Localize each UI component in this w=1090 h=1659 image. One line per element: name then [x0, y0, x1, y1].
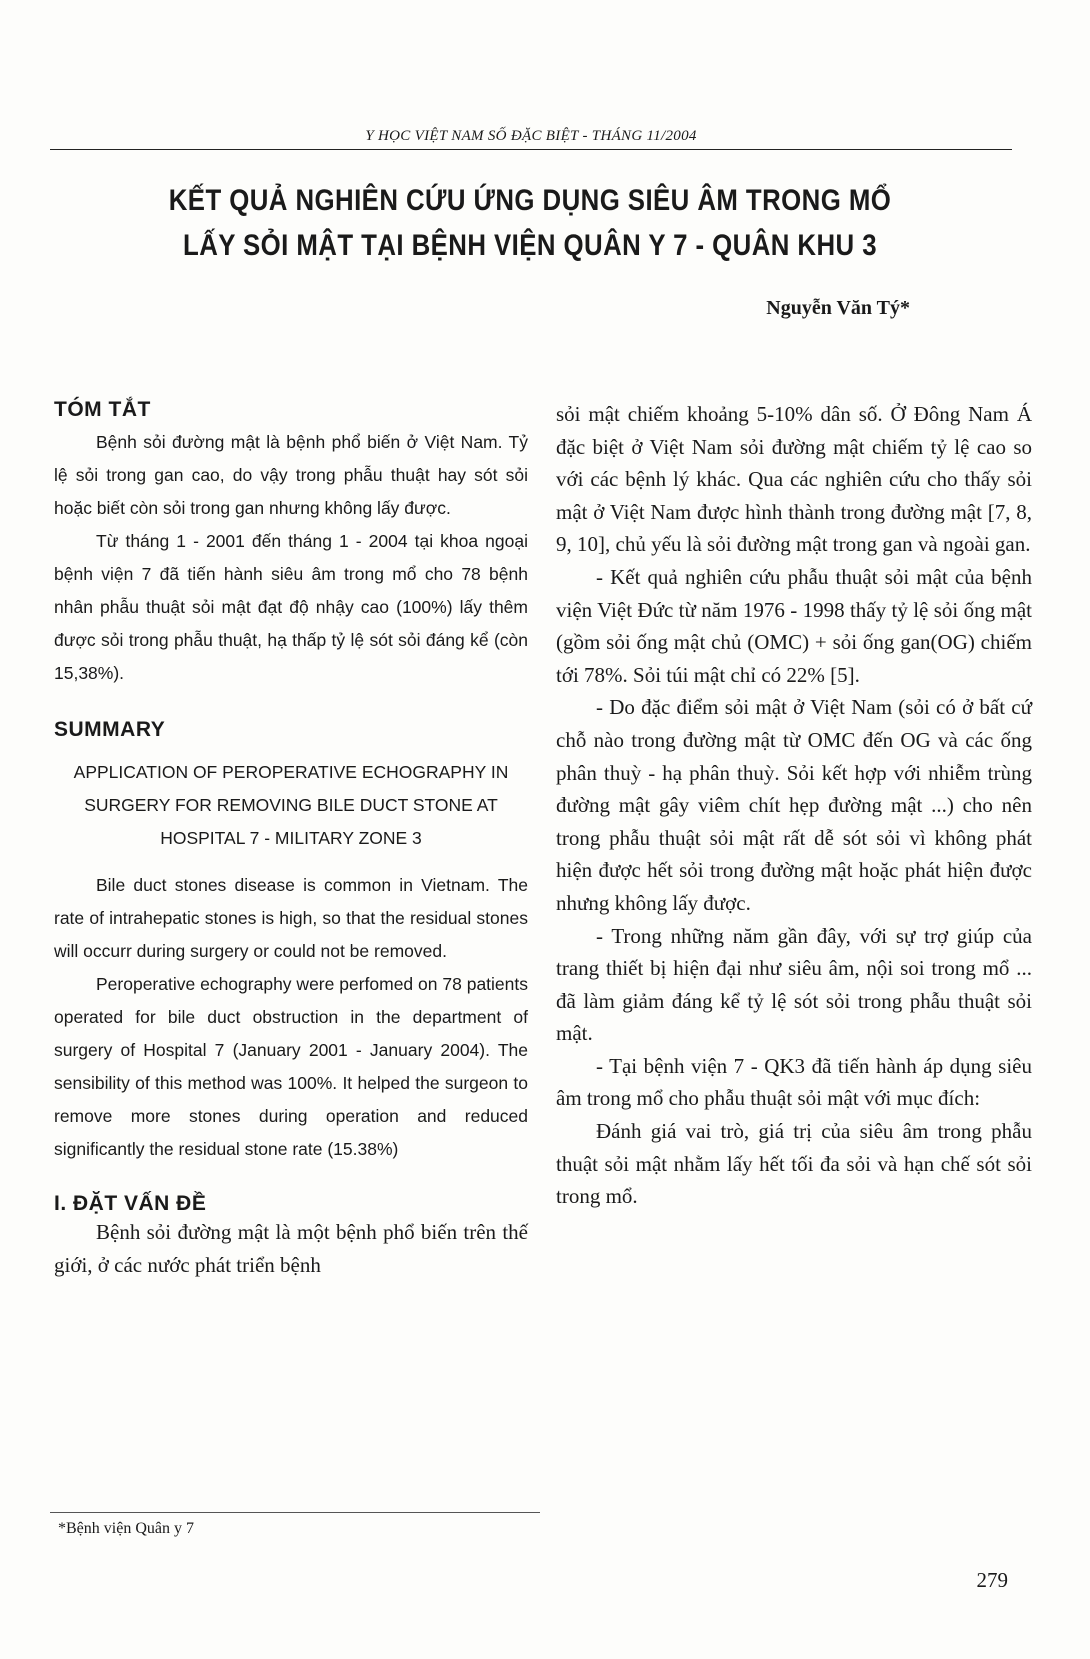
author: Nguyễn Văn Tý* [766, 297, 910, 319]
journal-header: Y HỌC VIỆT NAM SỐ ĐẶC BIỆT - THÁNG 11/2004 [50, 128, 1012, 150]
intro-paragraph-continued: sỏi mật chiếm khoảng 5-10% dân số. Ở Đông Nam Á đặc biệt ở Việt Nam sỏi đường mật chiếm tỷ lệ cao so với các bệnh lý khác. Qua các nghiên cứu cho thấy sỏi mật ở Việt Nam được hình thành trong đường mật [7, 8, 9, 10], chủ yếu là sỏi đường mật trong gan và ngoài gan. [556, 402, 1032, 557]
summary-title-line-1: APPLICATION OF PEROPERATIVE ECHOGRAPHY IN [73, 762, 509, 782]
title-line-2: LẤY SỎI MẬT TẠI BỆNH VIỆN QUÂN Y 7 - QUÂN KHU 3 [183, 229, 877, 262]
abstract-paragraph-2: Từ tháng 1 - 2001 đến tháng 1 - 2004 tại khoa ngoại bệnh viện 7 đã tiến hành siêu âm trong mổ cho 78 bệnh nhân phẫu thuật sỏi mật đạt độ nhậy cao (100%) lấy thêm được sỏi trong phẫu thuật, hạ thấp tỷ lệ sót sỏi đáng kể (còn 15,38%). [54, 531, 528, 683]
body-paragraph-objective: Đánh giá vai trò, giá trị của siêu âm trong phẫu thuật sỏi mật nhằm lấy hết tối đa sỏi và hạn chế sót sỏi trong mổ. [556, 1119, 1032, 1209]
intro-paragraph-start: Bệnh sỏi đường mật là một bệnh phổ biến trên thế giới, ở các nước phát triển bệnh [54, 1220, 528, 1277]
summary-title [54, 756, 528, 855]
body-paragraph-characteristics: - Do đặc điểm sỏi mật ở Việt Nam (sỏi có ở bất cứ chỗ nào trong đường mật từ OMC đến OG và các ống phân thuỳ - hạ phân thuỳ. Sỏi kết hợp với nhiễm trùng đường mật gây viêm chít hẹp đường mật ...) cho nên trong phẫu thuật sỏi mật rất dễ sót sỏi vì không phát hiện được hết sỏi trong đường mật hoặc phát hiện được nhưng không lấy được. [556, 695, 1032, 915]
footnote: *Bệnh viện Quân y 7 [58, 1520, 194, 1537]
summary-title-line-3: HOSPITAL 7 - MILITARY ZONE 3 [160, 828, 422, 848]
abstract-heading: TÓM TẮT [54, 398, 151, 421]
intro-heading: I. ĐẶT VẤN ĐỀ [54, 1192, 207, 1215]
abstract-paragraph-1: Bệnh sỏi đường mật là bệnh phổ biến ở Việt Nam. Tỷ lệ sỏi trong gan cao, do vậy trong phẫu thuật hay sót sỏi hoặc biết còn sỏi trong gan nhưng không lấy được. [54, 432, 528, 518]
summary-title-line-2: SURGERY FOR REMOVING BILE DUCT STONE AT [84, 795, 498, 815]
summary-heading: SUMMARY [54, 718, 166, 741]
right-column [556, 398, 1032, 1213]
article-title [126, 178, 934, 268]
body-paragraph-hospital-7: - Tại bệnh viện 7 - QK3 đã tiến hành áp dụng siêu âm trong mổ cho phẫu thuật sỏi mật với mục đích: [556, 1053, 1032, 1111]
page-number: 279 [976, 1568, 1008, 1592]
body-paragraph-recent-years: - Trong những năm gần đây, với sự trợ giúp của trang thiết bị hiện đại như siêu âm, nội soi trong mổ ... đã làm giảm đáng kể tỷ lệ sót sỏi trong phẫu thuật sỏi mật. [556, 923, 1032, 1046]
body-paragraph-viet-duc: - Kết quả nghiên cứu phẫu thuật sỏi mật của bệnh viện Việt Đức từ năm 1976 - 1998 thấy tỷ lệ sỏi ống mật (gồm sỏi ống mật chủ (OMC) + sỏi ống gan(OG) chiếm tới 78%. Sỏi túi mật chỉ có 22% [5]. [556, 564, 1032, 687]
summary-paragraph-2: Peroperative echography were perfomed on 78 patients operated for bile duct obstruction in the department of surgery of Hospital 7 (January 2001 - January 2004). The sensibility of this method was 100%. It helped the surgeon to remove more stones during operation and reduced significantly the residual stone rate (15.38%) [54, 974, 528, 1159]
title-line-1: KẾT QUẢ NGHIÊN CỨU ỨNG DỤNG SIÊU ÂM TRONG MỔ [168, 184, 892, 217]
footnote-divider [50, 1512, 540, 1513]
left-column [54, 398, 528, 1282]
summary-paragraph-1: Bile duct stones disease is common in Vietnam. The rate of intrahepatic stones is high, so that the residual stones will occurr during surgery or could not be removed. [54, 875, 528, 961]
